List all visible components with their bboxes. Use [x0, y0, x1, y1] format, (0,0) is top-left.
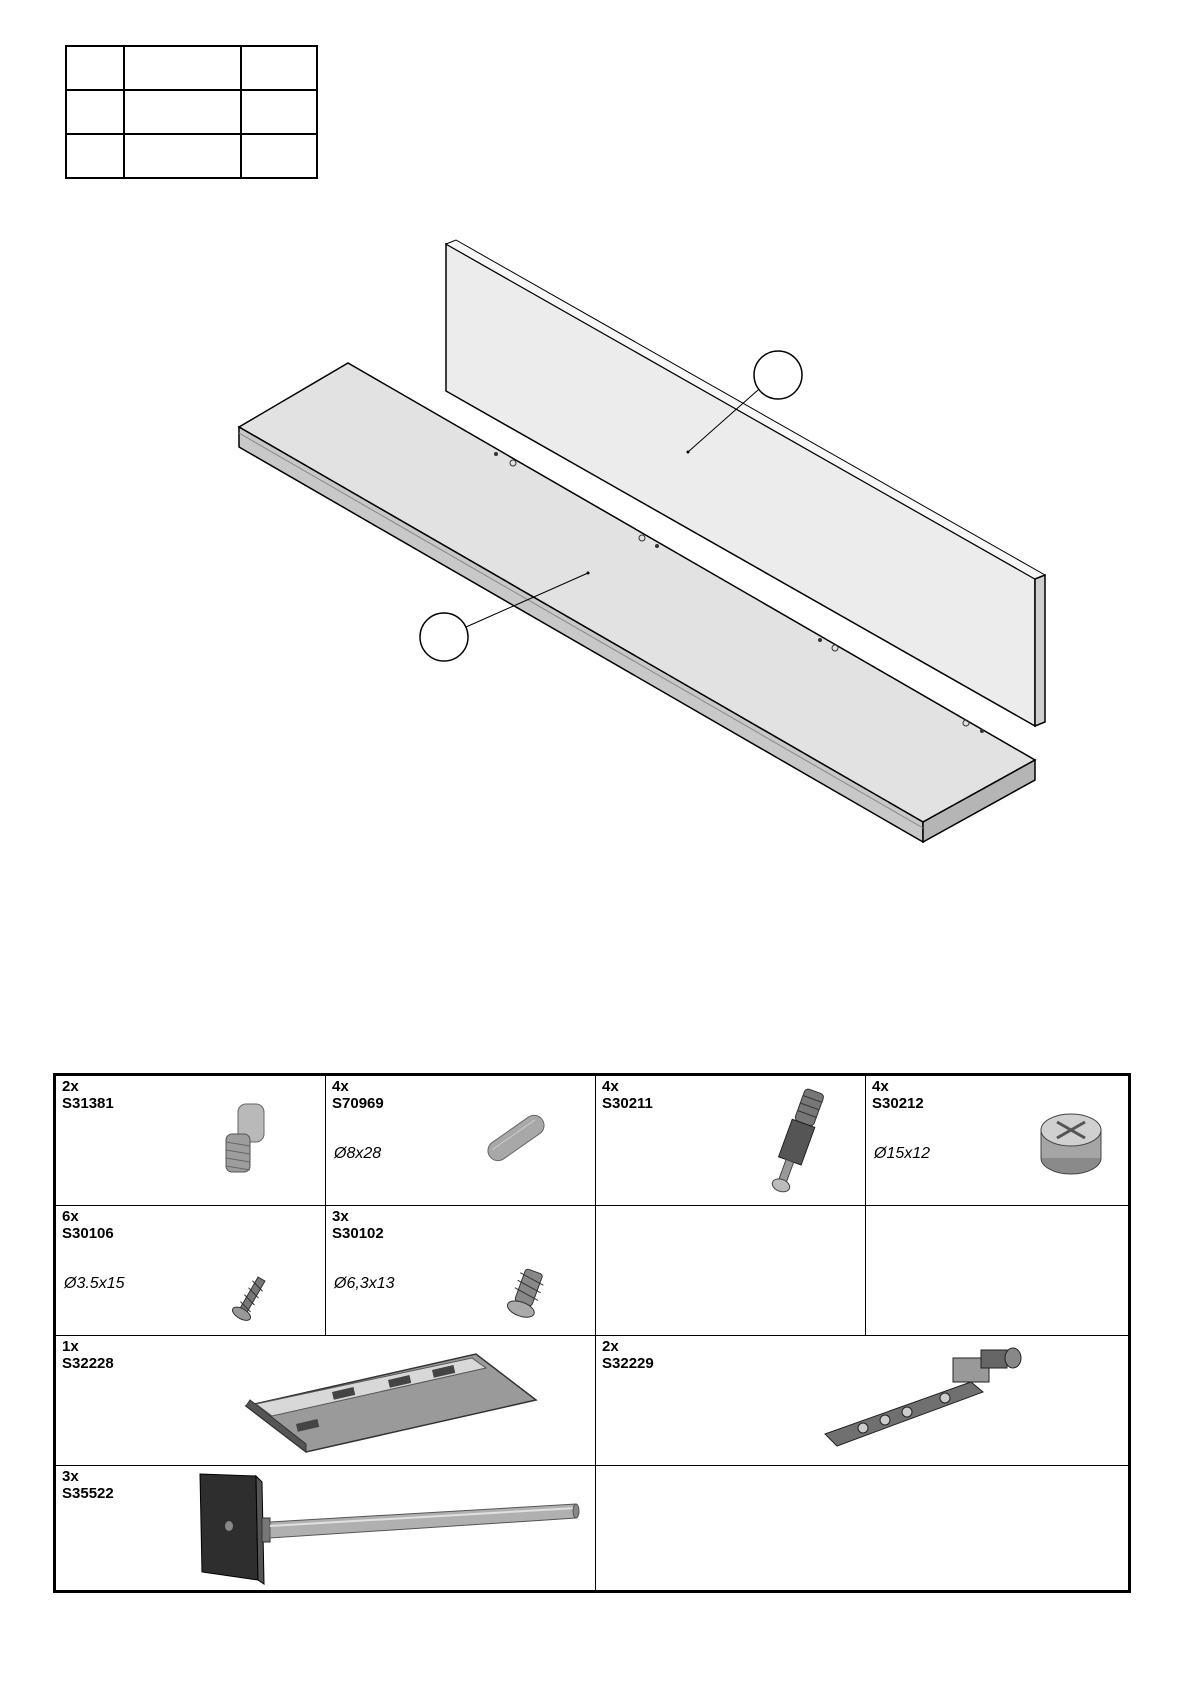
- table-row: [66, 134, 317, 178]
- quantity: 1x: [62, 1338, 79, 1355]
- wall-rail-icon: [236, 1344, 556, 1459]
- dimension: Ø3.5x15: [64, 1275, 125, 1292]
- part-code: S35522: [62, 1485, 114, 1502]
- quantity: 6x: [62, 1208, 79, 1225]
- table-cell: [66, 90, 124, 134]
- hardware-cell: [326, 1076, 596, 1206]
- dimension: Ø6,3x13: [334, 1275, 395, 1292]
- wood-screw-icon: [228, 1270, 272, 1328]
- wooden-dowel-icon: [476, 1108, 556, 1168]
- shelf-pin-rod-icon: [196, 1468, 586, 1586]
- table-row: [66, 46, 317, 90]
- hardware-cell: [596, 1076, 866, 1206]
- quantity: 4x: [872, 1078, 889, 1095]
- hanger-bracket-icon: [821, 1342, 1031, 1460]
- dimension: Ø8x28: [334, 1145, 382, 1162]
- part-code: S30212: [872, 1095, 924, 1112]
- hardware-cell: [56, 1206, 326, 1336]
- hardware-cell: [866, 1076, 1128, 1206]
- part-code: S31381: [62, 1095, 114, 1112]
- cam-lock-icon: [1031, 1108, 1111, 1180]
- hardware-cell: [56, 1336, 596, 1466]
- table-cell: [124, 90, 241, 134]
- table-cell: [124, 134, 241, 178]
- table-cell: [241, 46, 317, 90]
- table-row: [66, 90, 317, 134]
- quantity: 2x: [62, 1078, 79, 1095]
- quantity: 2x: [602, 1338, 619, 1355]
- euro-screw-icon: [501, 1264, 551, 1326]
- connector-bolt-icon: [756, 1084, 836, 1204]
- hardware-table: [53, 1073, 1131, 1593]
- hardware-cell: [326, 1206, 596, 1336]
- assembly-drawing: [0, 220, 1192, 870]
- hardware-cell-empty: [866, 1206, 1128, 1336]
- quantity: 4x: [332, 1078, 349, 1095]
- hardware-cell-empty: [596, 1206, 866, 1336]
- hardware-cell: [596, 1336, 1128, 1466]
- part-code: S30211: [602, 1095, 653, 1112]
- table-cell: [241, 134, 317, 178]
- table-cell: [66, 134, 124, 178]
- part-code: S30106: [62, 1225, 114, 1242]
- part-code: S32229: [602, 1355, 654, 1372]
- hardware-cell: [56, 1076, 326, 1206]
- quantity: 3x: [332, 1208, 349, 1225]
- table-cell: [66, 46, 124, 90]
- hardware-cell-empty: [596, 1466, 1128, 1590]
- table-cell: [241, 90, 317, 134]
- hardware-cell: [56, 1466, 596, 1590]
- part-code: S32228: [62, 1355, 114, 1372]
- part-code: S70969: [332, 1095, 384, 1112]
- part-code: S30102: [332, 1225, 384, 1242]
- dimension: Ø15x12: [874, 1145, 931, 1162]
- threaded-insert-icon: [206, 1094, 276, 1179]
- parts-list-table: [65, 45, 318, 179]
- quantity: 3x: [62, 1468, 79, 1485]
- quantity: 4x: [602, 1078, 619, 1095]
- table-cell: [124, 46, 241, 90]
